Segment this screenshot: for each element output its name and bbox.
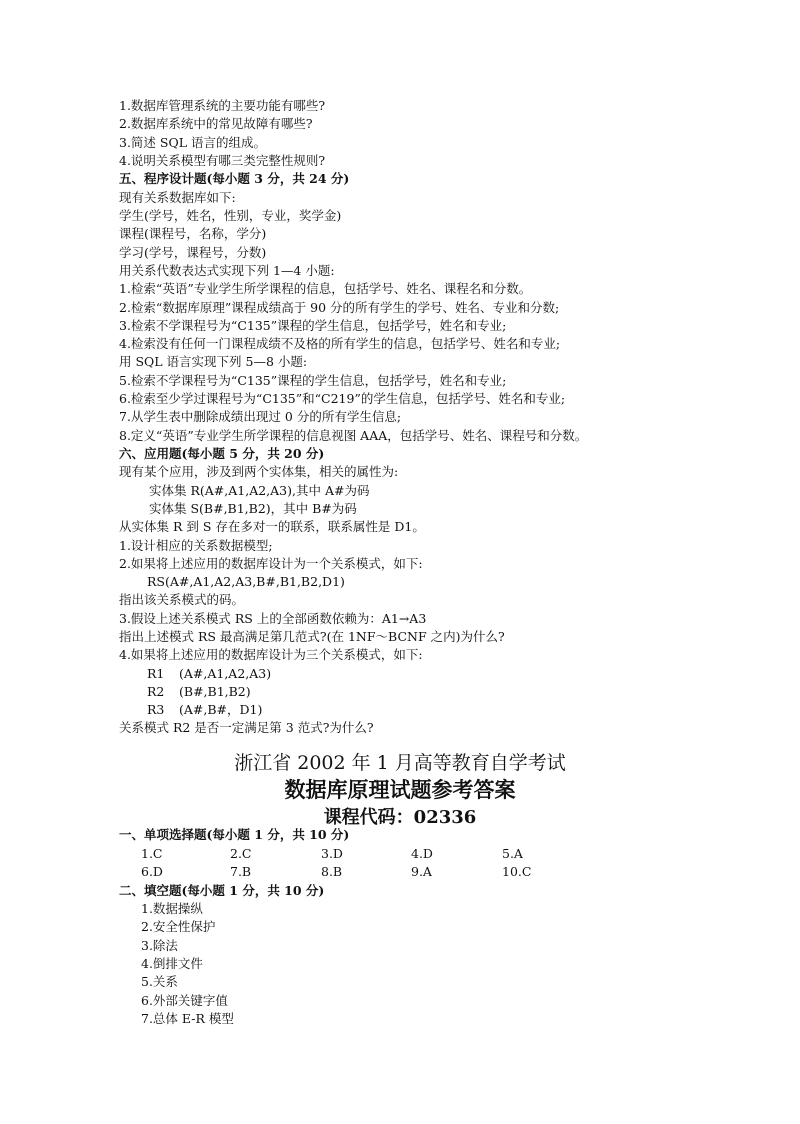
entity-r: 实体集 R(A#,A1,A2,A3),其中 A#为码 (149, 483, 370, 498)
app-question-4: 4.如果将上述应用的数据库设计为三个关系模式，如下: (119, 647, 423, 662)
app-question-3-ask: 指出上述模式 RS 最高满足第几范式?(在 1NF～BCNF 之内)为什么? (119, 629, 505, 644)
short-answer-question: 4.说明关系模型有哪三类完整性规则? (119, 153, 326, 168)
relation-course: 课程(课程号，名称，学分) (119, 226, 267, 241)
sql-question: 8.定义“英语”专业学生所学课程的信息视图 AAA，包括学号、姓名、课程号和分数。 (119, 428, 588, 443)
algebra-question: 3.检索不学课程号为“C135”课程的学生信息，包括学号，姓名和专业; (119, 318, 507, 333)
short-answer-question: 2.数据库系统中的常见故障有哪些? (119, 116, 313, 131)
algebra-prompt: 用关系代数表达式实现下列 1—4 小题: (119, 263, 335, 278)
schema-attrs: (A#,A1,A2,A3) (179, 666, 272, 681)
choice-answer: 10.C (502, 864, 532, 879)
schema-name: R2 (147, 684, 165, 699)
choice-answer: 3.D (321, 846, 343, 861)
algebra-question: 4.检索没有任何一门课程成绩不及格的所有学生的信息，包括学号、姓名和专业; (119, 336, 561, 351)
choice-answer: 4.D (411, 846, 433, 861)
choice-answer: 5.A (502, 846, 523, 861)
fill-answer: 4.倒排文件 (141, 956, 203, 971)
relation-student: 学生(学号，姓名，性别，专业，奖学金) (119, 208, 342, 223)
fill-answer: 5.关系 (141, 974, 178, 989)
sql-question: 6.检索至少学过课程号为“C135”和“C219”的学生信息，包括学号、姓名和专业; (119, 391, 566, 406)
section-five-intro: 现有关系数据库如下: (119, 190, 236, 205)
relationship-text: 从实体集 R 到 S 存在多对一的联系，联系属性是 D1。 (119, 519, 425, 534)
fill-answer: 6.外部关键字值 (141, 993, 228, 1008)
app-question-3: 3.假设上述关系模式 RS 上的全部函数依赖为：A1→A3 (119, 611, 427, 626)
answer-section-one-heading: 一、单项选择题(每小题 1 分，共 10 分) (119, 827, 350, 842)
choice-answer: 7.B (230, 864, 252, 879)
app-question-2: 2.如果将上述应用的数据库设计为一个关系模式，如下: (119, 556, 423, 571)
answer-key-title: 浙江省 2002 年 1 月高等教育自学考试 (234, 752, 566, 774)
course-code: 课程代码：02336 (323, 807, 477, 828)
section-five-heading: 五、程序设计题(每小题 3 分，共 24 分) (119, 171, 350, 186)
fill-answer: 1.数据操纵 (141, 901, 203, 916)
schema-attrs: (A#,B#，D1) (179, 702, 263, 717)
app-question-4-ask: 关系模式 R2 是否一定满足第 3 范式?为什么? (119, 720, 374, 735)
sql-prompt: 用 SQL 语言实现下列 5—8 小题: (119, 354, 308, 369)
sql-question: 7.从学生表中删除成绩出现过 0 分的所有学生信息; (119, 409, 402, 424)
answer-key-subtitle: 数据库原理试题参考答案 (284, 777, 516, 802)
short-answer-question: 3.简述 SQL 语言的组成。 (119, 135, 266, 150)
choice-answer: 2.C (230, 846, 252, 861)
choice-answer: 8.B (321, 864, 343, 879)
app-question-1: 1.设计相应的关系数据模型; (119, 538, 273, 553)
algebra-question: 2.检索“数据库原理”课程成绩高于 90 分的所有学生的学号、姓名、专业和分数; (119, 300, 560, 315)
choice-answer: 1.C (141, 846, 163, 861)
short-answer-question: 1.数据库管理系统的主要功能有哪些? (119, 98, 326, 113)
choice-answer: 6.D (141, 864, 163, 879)
choice-answer: 9.A (411, 864, 432, 879)
section-six-intro: 现有某个应用，涉及到两个实体集，相关的属性为: (119, 464, 399, 479)
entity-s: 实体集 S(B#,B1,B2)，其中 B#为码 (149, 501, 357, 516)
relation-study: 学习(学号，课程号，分数) (119, 245, 267, 260)
fill-answer: 7.总体 E-R 模型 (141, 1011, 234, 1026)
schema-name: R3 (147, 702, 165, 717)
schema-name: R1 (147, 666, 165, 681)
section-six-heading: 六、应用题(每小题 5 分，共 20 分) (119, 446, 325, 461)
app-question-2-ask: 指出该关系模式的码。 (119, 592, 245, 607)
algebra-question: 1.检索“英语”专业学生所学课程的信息，包括学号、姓名、课程名和分数。 (119, 281, 532, 296)
schema-attrs: (B#,B1,B2) (179, 684, 251, 699)
answer-section-two-heading: 二、填空题(每小题 1 分，共 10 分) (119, 883, 325, 898)
fill-answer: 3.除法 (141, 938, 178, 953)
fill-answer: 2.安全性保护 (141, 919, 216, 934)
rs-schema: RS(A#,A1,A2,A3,B#,B1,B2,D1) (147, 574, 345, 589)
sql-question: 5.检索不学课程号为“C135”课程的学生信息，包括学号，姓名和专业; (119, 373, 507, 388)
